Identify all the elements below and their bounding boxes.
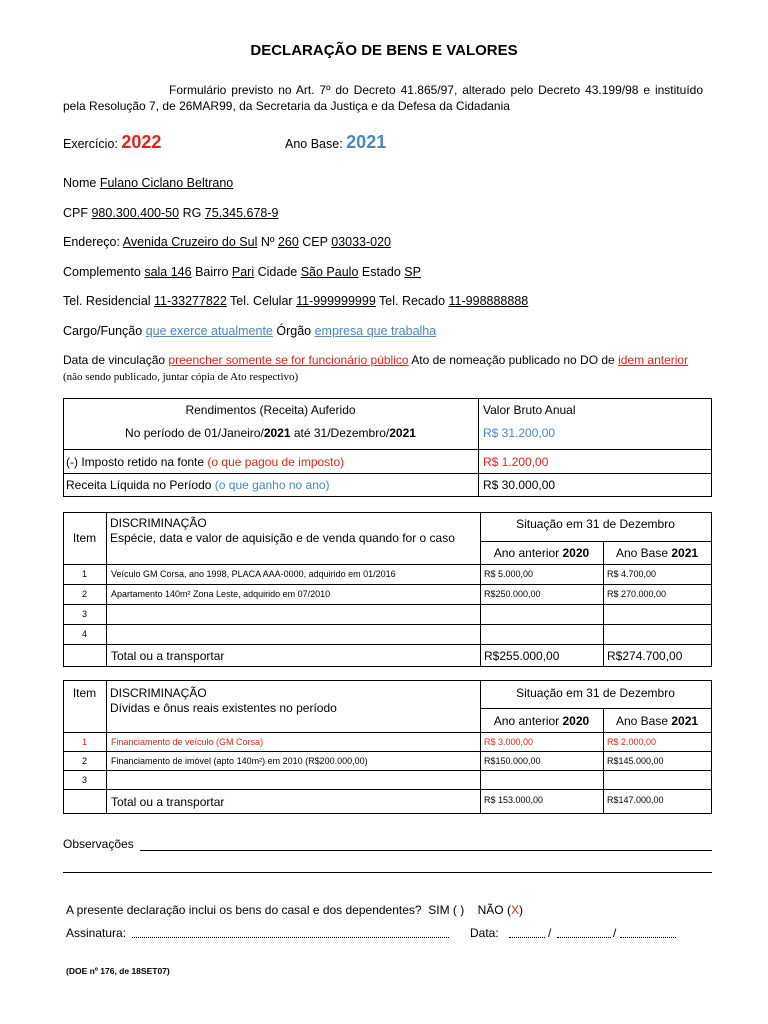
tel-recado-label: Tel. Recado: [379, 294, 446, 308]
cpf-line: [63, 206, 278, 220]
row-item-number: 3: [81, 775, 87, 785]
row-description[interactable]: Apartamento 140m² Zona Leste, adquirido em 07/2010: [111, 589, 331, 599]
bens-situacao-header: Situação em 31 de Dezembro: [516, 517, 675, 531]
tel-celular-value[interactable]: 11-999999999: [296, 294, 376, 308]
nome-value[interactable]: Fulano Ciclano Beltrano: [99, 176, 234, 190]
imposto-label: (-) Imposto retido na fonte: [66, 455, 205, 469]
nao-option-close: ): [518, 903, 523, 917]
total-prev-value[interactable]: R$ 153.000,00: [484, 795, 544, 805]
cep-value[interactable]: 03033-020: [331, 235, 392, 249]
assinatura-field[interactable]: [132, 937, 449, 938]
bens-disc-header: DISCRIMINAÇÃO: [110, 516, 207, 530]
estado-value[interactable]: SP: [404, 265, 421, 279]
dividas-ano-anterior-year: 2020: [562, 714, 590, 728]
endereco-value[interactable]: Avenida Cruzeiro do Sul: [122, 235, 258, 249]
row-description[interactable]: Financiamento de veículo (GM Corsa): [111, 737, 264, 747]
nao-option[interactable]: [478, 903, 523, 917]
observacoes-label: Observações: [63, 837, 134, 851]
dividas-ano-base-header: [603, 714, 711, 728]
assinatura-label: Assinatura:: [66, 926, 127, 940]
total-label: Total ou a transportar: [111, 795, 225, 809]
total-label: Total ou a transportar: [111, 649, 225, 663]
bens-disc-sub: Espécie, data e valor de aquisição e de venda quando for o caso: [110, 531, 455, 545]
nao-option-label: NÃO (: [477, 903, 511, 917]
row-cur-value[interactable]: R$ 270.000,00: [607, 589, 667, 599]
bens-ano-anterior-label: Ano anterior: [493, 546, 560, 560]
bens-ano-anterior-header: [480, 546, 603, 560]
cpf-label: CPF: [63, 206, 88, 220]
estado-label: Estado: [361, 265, 401, 279]
cargo-line: [63, 324, 436, 338]
vinculacao-note: (não sendo publicado, juntar cópia de Ato respectivo): [63, 371, 299, 383]
nao-check-mark: X: [510, 903, 519, 917]
complemento-value[interactable]: sala 146: [144, 265, 192, 279]
rg-label: RG: [182, 206, 202, 220]
complemento-line: [63, 265, 421, 279]
row-item-number: 3: [81, 609, 87, 619]
dividas-ano-base-label: Ano Base: [615, 714, 668, 728]
intro-text: Formulário previsto no Art. 7º do Decreto 41.865/97, alterado pelo Decreto 43.199/98 e instituído pela Resolução 7, de 26MAR99, da Secretaria da Justiça e da Defesa da Cidadania: [63, 83, 703, 113]
ano-base-value[interactable]: 2021: [346, 132, 387, 152]
row-prev-value[interactable]: R$ 3.000,00: [484, 737, 534, 747]
row-item-number: 2: [81, 756, 87, 766]
row-cur-value[interactable]: R$145.000,00: [607, 756, 664, 766]
valor-bruto-value[interactable]: R$ 31.200,00: [483, 426, 556, 440]
total-cur-value[interactable]: R$147.000,00: [607, 795, 664, 805]
dividas-ano-base-year: 2021: [671, 714, 699, 728]
cpf-value[interactable]: 980.300.400-50: [91, 206, 180, 220]
data-label: Data:: [470, 926, 499, 940]
vinculacao-line: [63, 353, 688, 367]
endereco-label: Endereço:: [63, 235, 120, 249]
cidade-value[interactable]: São Paulo: [300, 265, 359, 279]
valor-bruto-label: Valor Bruto Anual: [483, 403, 576, 417]
dividas-item-header: Item: [72, 686, 97, 700]
exercicio-line: [63, 132, 161, 153]
orgao-label: Órgão: [276, 324, 312, 338]
orgao-value[interactable]: empresa que trabalha: [314, 324, 437, 338]
periodo-year-end: 2021: [389, 426, 416, 440]
numero-label: Nº: [260, 235, 275, 249]
cargo-label: Cargo/Função: [63, 324, 143, 338]
date-separator: /: [548, 926, 552, 940]
rendimentos-header: Rendimentos (Receita) Auferido: [185, 403, 356, 417]
receita-liquida-label: Receita Líquida no Período: [66, 478, 212, 492]
ano-base-label: Ano Base:: [285, 137, 343, 151]
periodo-year-start: 2021: [263, 426, 291, 440]
sim-option[interactable]: SIM ( ): [428, 903, 465, 917]
ano-base-line: [285, 132, 386, 153]
dividas-disc-sub: Dívidas e ônus reais existentes no período: [110, 701, 337, 715]
tel-residencial-label: Tel. Residencial: [63, 294, 151, 308]
periodo-end-label: até 31/Dezembro/: [290, 426, 390, 440]
periodo-start-label: No período de 01/Janeiro/: [125, 426, 264, 440]
observacoes-line-1[interactable]: [140, 850, 712, 851]
cidade-label: Cidade: [257, 265, 298, 279]
total-prev-value[interactable]: R$255.000,00: [484, 649, 560, 663]
row-description[interactable]: Financiamento de imóvel (apto 140m²) em 2010 (R$200.000,00): [111, 756, 368, 766]
row-description[interactable]: Veículo GM Corsa, ano 1998, PLACA AAA-0000, adquirido em 01/2016: [111, 569, 396, 579]
receita-liquida-row: [66, 478, 330, 492]
row-cur-value[interactable]: R$ 4.700,00: [607, 569, 657, 579]
tel-residencial-value[interactable]: 11-33277822: [154, 294, 227, 308]
footer-doe: (DOE nº 176, de 18SET07): [66, 966, 170, 976]
ato-value[interactable]: idem anterior: [618, 353, 689, 367]
data-year-field[interactable]: [620, 937, 676, 938]
row-item-number: 1: [81, 737, 87, 747]
exercicio-value[interactable]: 2022: [121, 132, 162, 152]
data-month-field[interactable]: [557, 937, 611, 938]
dividas-disc-header: DISCRIMINAÇÃO: [110, 686, 207, 700]
bens-ano-base-label: Ano Base: [615, 546, 668, 560]
exercicio-label: Exercício:: [63, 137, 118, 151]
dependentes-question: [66, 903, 523, 917]
bens-ano-anterior-year: 2020: [562, 546, 590, 560]
document-title: DECLARAÇÃO DE BENS E VALORES: [250, 42, 518, 59]
tel-recado-value[interactable]: 11-998888888: [448, 294, 529, 308]
rendimentos-periodo: [63, 426, 478, 440]
ato-label: Ato de nomeação publicado no DO de: [411, 353, 615, 367]
dividas-ano-anterior-label: Ano anterior: [493, 714, 560, 728]
row-item-number: 4: [81, 629, 87, 639]
row-prev-value[interactable]: R$ 5.000,00: [484, 569, 534, 579]
nome-line: [63, 176, 233, 190]
imposto-value[interactable]: R$ 1.200,00: [483, 455, 549, 469]
row-cur-value[interactable]: R$ 2.000,00: [607, 737, 657, 747]
complemento-label: Complemento: [63, 265, 141, 279]
row-item-number: 1: [81, 569, 87, 579]
imposto-row: [66, 455, 344, 469]
cargo-value[interactable]: que exerce atualmente: [145, 324, 273, 338]
bairro-value[interactable]: Pari: [231, 265, 255, 279]
numero-value[interactable]: 260: [277, 235, 299, 249]
imposto-note: (o que pagou de imposto): [207, 455, 345, 469]
question-text: A presente declaração inclui os bens do casal e dos dependentes?: [66, 903, 422, 917]
bairro-label: Bairro: [195, 265, 229, 279]
cep-label: CEP: [302, 235, 328, 249]
telefones-line: [63, 294, 528, 308]
rg-value[interactable]: 75.345.678-9: [204, 206, 279, 220]
bens-ano-base-header: [603, 546, 711, 560]
row-prev-value[interactable]: R$250.000,00: [484, 589, 541, 599]
tel-celular-label: Tel. Celular: [230, 294, 293, 308]
date-separator: /: [613, 926, 617, 940]
bens-item-header: Item: [72, 531, 97, 545]
dividas-situacao-header: Situação em 31 de Dezembro: [516, 686, 675, 700]
vinculacao-value[interactable]: preencher somente se for funcionário público: [168, 353, 409, 367]
observacoes-line-2[interactable]: [63, 872, 712, 873]
row-item-number: 2: [81, 589, 87, 599]
nome-label: Nome: [63, 176, 97, 190]
bens-ano-base-year: 2021: [671, 546, 699, 560]
dividas-ano-anterior-header: [480, 714, 603, 728]
row-prev-value[interactable]: R$150.000,00: [484, 756, 541, 766]
vinculacao-label: Data de vinculação: [63, 353, 166, 367]
receita-liquida-value[interactable]: R$ 30.000,00: [483, 478, 556, 492]
receita-liquida-note: (o que ganho no ano): [214, 478, 330, 492]
total-cur-value[interactable]: R$274.700,00: [607, 649, 683, 663]
data-day-field[interactable]: [509, 937, 545, 938]
endereco-line: [63, 235, 391, 249]
